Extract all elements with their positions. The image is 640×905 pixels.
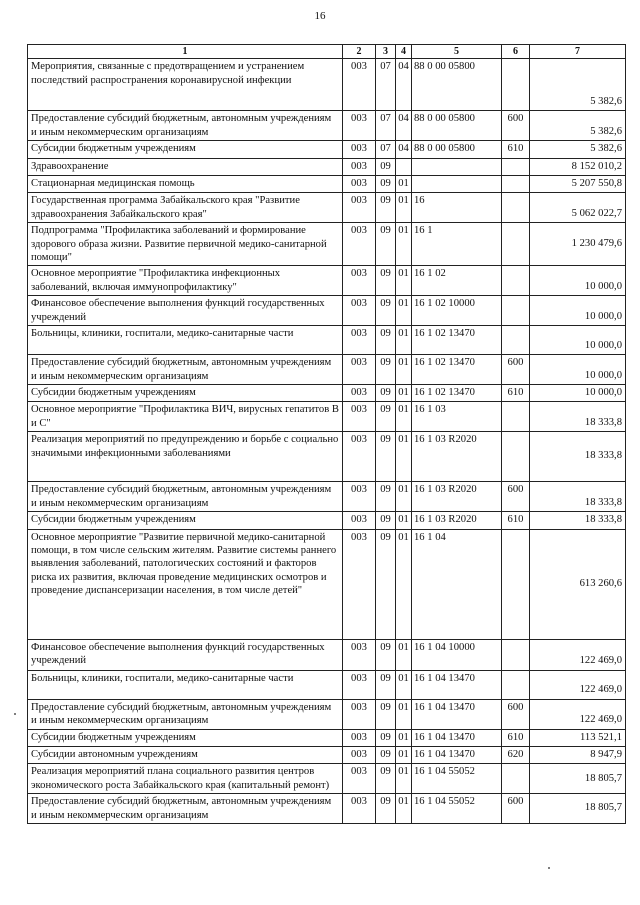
table-row <box>28 529 626 639</box>
row-name: Государственная программа Забайкальского края "Развитие здравоохранения Забайкальского края" <box>28 193 343 223</box>
row-name: Предоставление субсидий бюджетным, автономным учреждениям и иным некоммерческим организациям <box>28 111 343 141</box>
table-row <box>28 111 626 141</box>
header-col-7: 7 <box>530 45 626 59</box>
table-row <box>28 729 626 746</box>
row-csr: 16 1 02 13470 <box>412 384 502 401</box>
row-vr <box>502 176 530 193</box>
row-amount: 18 805,7 <box>530 764 626 794</box>
row-amount: 18 333,8 <box>530 482 626 512</box>
row-csr: 16 1 03 <box>412 402 502 432</box>
table-row <box>28 223 626 266</box>
row-admin: 003 <box>343 482 376 512</box>
row-csr: 16 1 <box>412 223 502 266</box>
table-row <box>28 266 626 296</box>
row-csr: 16 1 02 13470 <box>412 326 502 355</box>
row-name: Финансовое обеспечение выполнения функций государственных учреждений <box>28 296 343 326</box>
row-name: Субсидии бюджетным учреждениям <box>28 512 343 529</box>
row-name: Мероприятия, связанные с предотвращением и устранением последствий распространения коронавирусной инфекции <box>28 59 343 111</box>
row-subsection: 01 <box>396 355 412 385</box>
table-row <box>28 402 626 432</box>
row-csr: 88 0 00 05800 <box>412 111 502 141</box>
row-admin: 003 <box>343 432 376 482</box>
row-csr: 16 1 04 55052 <box>412 764 502 794</box>
row-csr: 16 1 02 10000 <box>412 296 502 326</box>
row-amount: 8 947,9 <box>530 746 626 763</box>
row-admin: 003 <box>343 639 376 670</box>
row-name: Субсидии автономным учреждениям <box>28 746 343 763</box>
table-row <box>28 384 626 401</box>
row-vr: 610 <box>502 141 530 158</box>
row-subsection: 01 <box>396 384 412 401</box>
row-amount: 10 000,0 <box>530 326 626 355</box>
row-csr <box>412 158 502 175</box>
table-row <box>28 699 626 729</box>
row-subsection: 01 <box>396 193 412 223</box>
header-col-4: 4 <box>396 45 412 59</box>
row-vr <box>502 59 530 111</box>
row-vr <box>502 529 530 639</box>
row-admin: 003 <box>343 699 376 729</box>
row-subsection: 01 <box>396 326 412 355</box>
row-admin: 003 <box>343 764 376 794</box>
row-admin: 003 <box>343 59 376 111</box>
row-name: Подпрограмма "Профилактика заболеваний и формирование здорового образа жизни. Развитие первичной медико-санитарной помощи" <box>28 223 343 266</box>
row-name: Предоставление субсидий бюджетным, автономным учреждениям и иным некоммерческим организациям <box>28 699 343 729</box>
header-row <box>28 45 626 59</box>
row-subsection: 01 <box>396 699 412 729</box>
row-admin: 003 <box>343 746 376 763</box>
row-subsection: 01 <box>396 482 412 512</box>
row-csr: 16 1 04 <box>412 529 502 639</box>
row-subsection: 01 <box>396 794 412 824</box>
row-section: 09 <box>376 326 396 355</box>
row-amount: 5 382,6 <box>530 111 626 141</box>
table-row <box>28 193 626 223</box>
table-row <box>28 764 626 794</box>
row-vr <box>502 326 530 355</box>
table-row <box>28 746 626 763</box>
row-subsection: 01 <box>396 432 412 482</box>
row-section: 09 <box>376 432 396 482</box>
row-section: 09 <box>376 355 396 385</box>
row-admin: 003 <box>343 158 376 175</box>
row-subsection: 01 <box>396 512 412 529</box>
row-name: Предоставление субсидий бюджетным, автономным учреждениям и иным некоммерческим организациям <box>28 355 343 385</box>
row-admin: 003 <box>343 529 376 639</box>
table-row <box>28 326 626 355</box>
scan-speck <box>548 867 550 869</box>
row-csr: 16 1 02 13470 <box>412 355 502 385</box>
row-csr: 16 1 04 55052 <box>412 794 502 824</box>
row-csr: 16 1 04 13470 <box>412 670 502 699</box>
row-subsection: 04 <box>396 111 412 141</box>
row-subsection: 01 <box>396 746 412 763</box>
row-subsection: 04 <box>396 59 412 111</box>
row-admin: 003 <box>343 176 376 193</box>
row-vr <box>502 266 530 296</box>
row-vr <box>502 223 530 266</box>
header-col-2: 2 <box>343 45 376 59</box>
row-name: Стационарная медицинская помощь <box>28 176 343 193</box>
table-row <box>28 176 626 193</box>
row-section: 09 <box>376 639 396 670</box>
row-amount: 1 230 479,6 <box>530 223 626 266</box>
row-subsection: 04 <box>396 141 412 158</box>
row-section: 09 <box>376 223 396 266</box>
row-amount: 613 260,6 <box>530 529 626 639</box>
row-admin: 003 <box>343 512 376 529</box>
row-csr: 16 1 04 13470 <box>412 699 502 729</box>
row-vr: 600 <box>502 355 530 385</box>
row-section: 09 <box>376 670 396 699</box>
page-number: 16 <box>314 10 326 22</box>
row-name: Основное мероприятие "Развитие первичной медико-санитарной помощи, в том числе сельским жителям. Развитие системы раннего выявления заболеваний, патологических состояний и факторов риска их развития, включая проведение медицинских осмотров и проведение диспансеризации населения, в том числе детей" <box>28 529 343 639</box>
row-amount: 122 469,0 <box>530 699 626 729</box>
row-name: Больницы, клиники, госпитали, медико-санитарные части <box>28 326 343 355</box>
row-csr <box>412 176 502 193</box>
row-section: 09 <box>376 729 396 746</box>
row-amount: 18 333,8 <box>530 402 626 432</box>
row-name: Реализация мероприятий по предупреждению и борьбе с социально значимыми инфекционными заболеваниями <box>28 432 343 482</box>
row-csr: 88 0 00 05800 <box>412 59 502 111</box>
row-subsection: 01 <box>396 176 412 193</box>
table-row <box>28 432 626 482</box>
table-row <box>28 141 626 158</box>
table-row <box>28 59 626 111</box>
row-admin: 003 <box>343 729 376 746</box>
table-row <box>28 355 626 385</box>
row-vr: 600 <box>502 699 530 729</box>
row-amount: 10 000,0 <box>530 384 626 401</box>
row-name: Основное мероприятие "Профилактика ВИЧ, вирусных гепатитов В и С" <box>28 402 343 432</box>
row-amount: 5 382,6 <box>530 59 626 111</box>
row-name: Субсидии бюджетным учреждениям <box>28 384 343 401</box>
row-admin: 003 <box>343 296 376 326</box>
row-vr <box>502 432 530 482</box>
row-admin: 003 <box>343 794 376 824</box>
row-admin: 003 <box>343 223 376 266</box>
row-admin: 003 <box>343 402 376 432</box>
header-col-1: 1 <box>28 45 343 59</box>
row-vr <box>502 764 530 794</box>
row-csr: 16 1 03 R2020 <box>412 512 502 529</box>
row-section: 09 <box>376 794 396 824</box>
row-amount: 8 152 010,2 <box>530 158 626 175</box>
row-admin: 003 <box>343 355 376 385</box>
row-amount: 18 333,8 <box>530 432 626 482</box>
row-vr <box>502 193 530 223</box>
row-subsection <box>396 158 412 175</box>
table-row <box>28 639 626 670</box>
budget-table <box>27 44 626 824</box>
row-section: 09 <box>376 158 396 175</box>
row-name: Предоставление субсидий бюджетным, автономным учреждениям и иным некоммерческим организациям <box>28 794 343 824</box>
row-section: 09 <box>376 193 396 223</box>
row-admin: 003 <box>343 670 376 699</box>
table-row <box>28 670 626 699</box>
row-vr <box>502 639 530 670</box>
row-vr <box>502 158 530 175</box>
table-row <box>28 794 626 824</box>
row-vr: 600 <box>502 794 530 824</box>
row-amount: 113 521,1 <box>530 729 626 746</box>
scan-speck <box>14 713 16 715</box>
row-name: Субсидии бюджетным учреждениям <box>28 141 343 158</box>
row-section: 09 <box>376 402 396 432</box>
row-vr: 600 <box>502 111 530 141</box>
row-subsection: 01 <box>396 223 412 266</box>
row-vr: 600 <box>502 482 530 512</box>
row-vr <box>502 670 530 699</box>
row-csr: 16 1 04 13470 <box>412 746 502 763</box>
row-amount: 5 207 550,8 <box>530 176 626 193</box>
row-vr: 610 <box>502 729 530 746</box>
row-csr: 16 1 03 R2020 <box>412 482 502 512</box>
row-subsection: 01 <box>396 639 412 670</box>
row-name: Основное мероприятие "Профилактика инфекционных заболеваний, включая иммунопрофилактику" <box>28 266 343 296</box>
row-vr <box>502 296 530 326</box>
row-subsection: 01 <box>396 764 412 794</box>
row-admin: 003 <box>343 111 376 141</box>
row-subsection: 01 <box>396 402 412 432</box>
row-admin: 003 <box>343 141 376 158</box>
table-row <box>28 482 626 512</box>
row-section: 07 <box>376 59 396 111</box>
row-vr: 620 <box>502 746 530 763</box>
row-subsection: 01 <box>396 529 412 639</box>
row-section: 09 <box>376 482 396 512</box>
row-amount: 122 469,0 <box>530 670 626 699</box>
table-row <box>28 158 626 175</box>
row-amount: 18 333,8 <box>530 512 626 529</box>
row-amount: 10 000,0 <box>530 296 626 326</box>
row-amount: 5 382,6 <box>530 141 626 158</box>
row-admin: 003 <box>343 193 376 223</box>
row-name: Больницы, клиники, госпитали, медико-санитарные части <box>28 670 343 699</box>
row-vr: 610 <box>502 512 530 529</box>
row-name: Здравоохранение <box>28 158 343 175</box>
row-amount: 122 469,0 <box>530 639 626 670</box>
row-subsection: 01 <box>396 266 412 296</box>
row-csr: 16 1 03 R2020 <box>412 432 502 482</box>
header-col-5: 5 <box>412 45 502 59</box>
row-subsection: 01 <box>396 729 412 746</box>
table-row <box>28 512 626 529</box>
row-name: Предоставление субсидий бюджетным, автономным учреждениям и иным некоммерческим организациям <box>28 482 343 512</box>
row-section: 09 <box>376 764 396 794</box>
row-subsection: 01 <box>396 670 412 699</box>
row-vr <box>502 402 530 432</box>
row-csr: 16 <box>412 193 502 223</box>
row-csr: 16 1 04 10000 <box>412 639 502 670</box>
row-section: 09 <box>376 699 396 729</box>
row-admin: 003 <box>343 326 376 355</box>
row-amount: 10 000,0 <box>530 266 626 296</box>
row-section: 09 <box>376 296 396 326</box>
row-amount: 10 000,0 <box>530 355 626 385</box>
header-col-3: 3 <box>376 45 396 59</box>
row-section: 07 <box>376 141 396 158</box>
row-amount: 18 805,7 <box>530 794 626 824</box>
row-csr: 16 1 04 13470 <box>412 729 502 746</box>
row-section: 07 <box>376 111 396 141</box>
table-row <box>28 296 626 326</box>
row-section: 09 <box>376 384 396 401</box>
row-csr: 88 0 00 05800 <box>412 141 502 158</box>
row-section: 09 <box>376 746 396 763</box>
row-admin: 003 <box>343 266 376 296</box>
row-csr: 16 1 02 <box>412 266 502 296</box>
row-section: 09 <box>376 529 396 639</box>
row-name: Реализация мероприятий плана социального развития центров экономического роста Забайкальского края (капитальный ремонт) <box>28 764 343 794</box>
row-vr: 610 <box>502 384 530 401</box>
row-section: 09 <box>376 176 396 193</box>
row-section: 09 <box>376 512 396 529</box>
row-section: 09 <box>376 266 396 296</box>
header-col-6: 6 <box>502 45 530 59</box>
row-name: Субсидии бюджетным учреждениям <box>28 729 343 746</box>
row-amount: 5 062 022,7 <box>530 193 626 223</box>
row-admin: 003 <box>343 384 376 401</box>
row-subsection: 01 <box>396 296 412 326</box>
row-name: Финансовое обеспечение выполнения функций государственных учреждений <box>28 639 343 670</box>
